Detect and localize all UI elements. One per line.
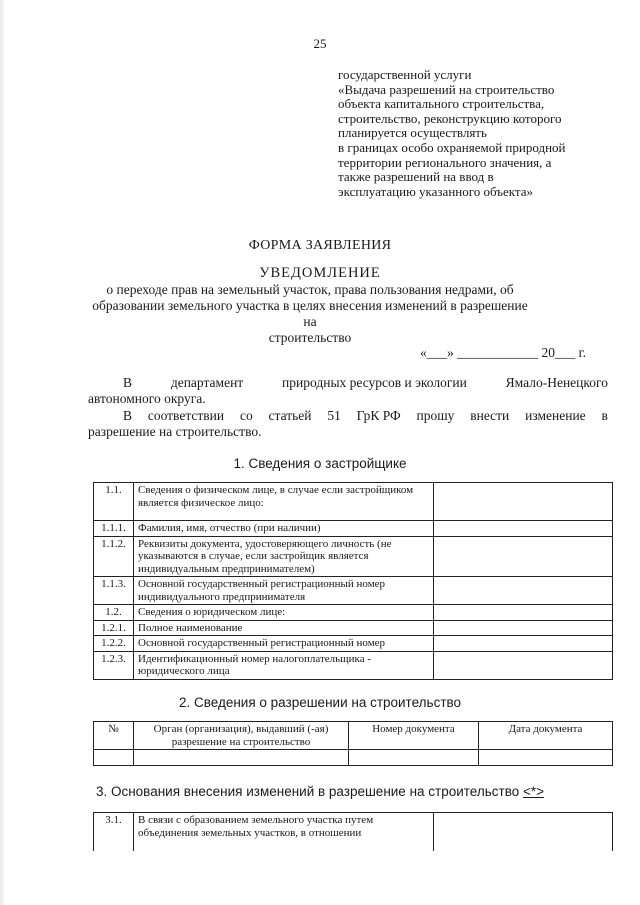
section3-title: [0, 784, 640, 799]
value-cell[interactable]: [434, 577, 613, 605]
section3-title-text: 3. Основания внесения изменений в разрешение на строительство: [95, 784, 520, 799]
table-row: [94, 636, 613, 652]
row-label: Идентификационный номер налогоплательщика - юридического лица: [134, 651, 434, 679]
row-label: Реквизиты документа, удостоверяющего личность (не указываются в случае, если застройщик является индивидуальным предпринимателем): [134, 536, 434, 577]
value-cell[interactable]: [479, 750, 613, 766]
word: изменение: [525, 408, 586, 423]
value-cell[interactable]: [349, 750, 479, 766]
table-header-row: [94, 722, 613, 750]
subtitle-line: о переходе прав на земельный участок, права пользования недрами, об: [106, 282, 514, 297]
header-line: объекта капитального строительства,: [338, 96, 545, 112]
word: В: [123, 375, 133, 390]
word: В: [123, 408, 133, 423]
addressee-line2: автономного округа.: [88, 391, 206, 406]
header-line: территории регионального значения, а: [338, 154, 552, 170]
notice-subtitle: [90, 282, 530, 346]
developer-table: [93, 482, 613, 680]
scan-edge: [0, 0, 6, 905]
page-number: 25: [313, 36, 327, 51]
column-header: №: [94, 722, 134, 750]
subtitle-line: образовании земельного участка в целях внесения изменений в разрешение на: [92, 298, 528, 329]
header-line: также разрешений на ввод в: [338, 169, 494, 185]
row-number: 1.1.: [94, 483, 134, 521]
row-label: Сведения о юридическом лице:: [134, 605, 434, 621]
word: внести: [470, 408, 510, 423]
value-cell[interactable]: [94, 750, 134, 766]
table-row: [94, 813, 613, 851]
section1-title: 1. Сведения о застройщике: [233, 456, 407, 471]
value-cell[interactable]: [434, 605, 613, 621]
row-label: Фамилия, имя, отчество (при наличии): [134, 521, 434, 537]
row-label: В связи с образованием земельного участка путем объединения земельных участков, в отношении: [134, 813, 434, 851]
row-label: Полное наименование: [134, 620, 434, 636]
word: Ямало-Ненецкого: [505, 375, 608, 390]
word: ГрК РФ: [356, 408, 401, 423]
row-label: Сведения о физическом лице, в случае если застройщиком является физическое лицо:: [134, 483, 434, 521]
row-number: 1.1.2.: [94, 536, 134, 577]
value-cell[interactable]: [434, 483, 613, 521]
value-cell[interactable]: [134, 750, 349, 766]
value-cell[interactable]: [434, 620, 613, 636]
word: природных ресурсов и экологии: [282, 375, 467, 390]
row-number: 1.2.3.: [94, 651, 134, 679]
row-number: 1.1.3.: [94, 577, 134, 605]
table-row: [94, 605, 613, 621]
appendix-header: [338, 68, 610, 199]
value-cell[interactable]: [434, 636, 613, 652]
row-number: 1.2.: [94, 605, 134, 621]
value-cell[interactable]: [434, 521, 613, 537]
permit-table: [93, 721, 613, 766]
table-row: [94, 536, 613, 577]
addressee-paragraph: [88, 375, 608, 407]
header-line: планируется осуществлять: [338, 125, 487, 141]
section2-title: 2. Сведения о разрешении на строительство: [178, 695, 462, 710]
table-row: [94, 483, 613, 521]
column-header: Номер документа: [349, 722, 479, 750]
header-line: в границах особо охраняемой природной: [338, 139, 566, 155]
table-row: [94, 521, 613, 537]
request-paragraph: [88, 408, 608, 440]
value-cell[interactable]: [434, 813, 613, 851]
word: соответствии: [147, 408, 225, 423]
column-header: Дата документа: [479, 722, 613, 750]
word: в: [601, 408, 608, 423]
word: прошу: [416, 408, 455, 423]
request-line2: разрешение на строительство.: [88, 424, 262, 439]
column-header: Орган (организация), выдавший (-ая) разрешение на строительство: [134, 722, 349, 750]
word: статьей: [268, 408, 312, 423]
row-number: 3.1.: [94, 813, 134, 851]
grounds-table: [93, 812, 613, 851]
row-label: Основной государственный регистрационный номер индивидуального предпринимателя: [134, 577, 434, 605]
date-line: «___» ____________ 20___ г.: [420, 345, 587, 360]
table-row: [94, 651, 613, 679]
value-cell[interactable]: [434, 651, 613, 679]
header-line: строительство, реконструкцию которого: [338, 110, 562, 126]
word: департамент: [170, 375, 244, 390]
header-line: «Выдача разрешений на строительство: [338, 81, 555, 97]
row-number: 1.2.1.: [94, 620, 134, 636]
header-line: государственной услуги: [338, 67, 472, 82]
row-number: 1.1.1.: [94, 521, 134, 537]
subtitle-line: строительство: [268, 330, 352, 345]
row-label: Основной государственный регистрационный номер: [134, 636, 434, 652]
footnote-link[interactable]: <*>: [523, 784, 545, 799]
word: со: [239, 408, 253, 423]
value-cell[interactable]: [434, 536, 613, 577]
row-number: 1.2.2.: [94, 636, 134, 652]
header-line: эксплуатацию указанного объекта»: [338, 183, 534, 199]
form-title: ФОРМА ЗАЯВЛЕНИЯ: [248, 238, 392, 253]
table-row: [94, 620, 613, 636]
table-row: [94, 577, 613, 605]
table-row: [94, 750, 613, 766]
word: 51: [327, 408, 341, 423]
notice-title: УВЕДОМЛЕНИЕ: [259, 265, 381, 281]
